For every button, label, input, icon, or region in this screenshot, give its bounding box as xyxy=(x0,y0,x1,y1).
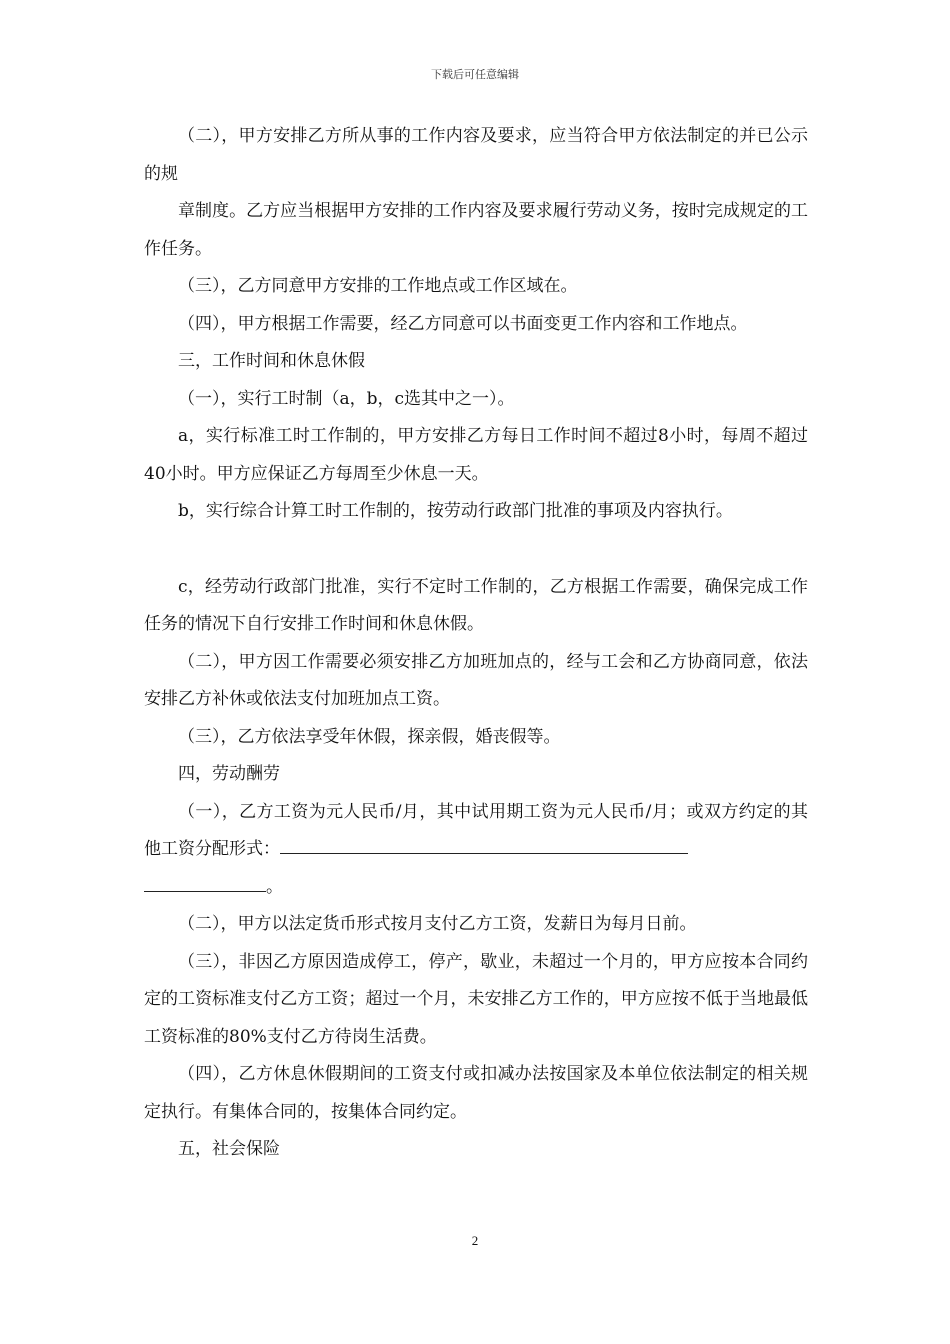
paragraph-rules-obligation: 章制度。乙方应当根据甲方安排的工作内容及要求履行劳动义务，按时完成规定的工作任务。 xyxy=(144,201,808,259)
paragraph-overtime: （二），甲方因工作需要必须安排乙方加班加点的，经与工会和乙方协商同意，依法安排乙方补休或依法支付加班加点工资。 xyxy=(144,651,808,709)
section-heading-work-time: 三，工作时间和休息休假 xyxy=(178,351,365,371)
page-number: 2 xyxy=(471,1233,479,1248)
blank-line xyxy=(280,852,688,854)
paragraph-wage-continuation xyxy=(144,869,808,907)
wage-period: 。 xyxy=(266,876,283,897)
paragraph-leave: （三），乙方依法享受年休假，探亲假，婚丧假等。 xyxy=(178,726,561,747)
paragraph-option-b: b，实行综合计算工时工作制的，按劳动行政部门批准的事项及内容执行。 xyxy=(178,501,733,521)
blank-line xyxy=(144,890,266,892)
paragraph-leave-pay: （四），乙方休息休假期间的工资支付或扣减办法按国家及本单位依法制定的相关规定执行。有集体合同的，按集体合同约定。 xyxy=(144,1064,808,1122)
document-body xyxy=(144,118,808,1169)
paragraph-wage-text: （一），乙方工资为元人民币/月，其中试用期工资为元人民币/月；或双方约定的其他工资分配形式： xyxy=(144,801,808,859)
paragraph-wage xyxy=(144,794,808,869)
paragraph-work-content-requirement: （二），甲方安排乙方所从事的工作内容及要求，应当符合甲方依法制定的并已公示的规 xyxy=(144,126,808,184)
section-heading-remuneration: 四，劳动酬劳 xyxy=(178,764,280,784)
paragraph-option-a: a，实行标准工时工作制的，甲方安排乙方每日工作时间不超过8小时，每周不超过40小时。甲方应保证乙方每周至少休息一天。 xyxy=(144,426,808,484)
paragraph-option-c: c，经劳动行政部门批准，实行不定时工作制的，乙方根据工作需要，确保完成工作任务的情况下自行安排工作时间和休息休假。 xyxy=(144,576,808,634)
paragraph-working-hour-system: （一），实行工时制（a，b，c选其中之一）。 xyxy=(178,388,515,409)
section-heading-social-insurance: 五，社会保险 xyxy=(178,1139,280,1159)
paragraph-work-location: （三），乙方同意甲方安排的工作地点或工作区域在。 xyxy=(178,276,578,296)
paragraph-change-work: （四），甲方根据工作需要，经乙方同意可以书面变更工作内容和工作地点。 xyxy=(178,313,748,334)
paragraph-payday: （二），甲方以法定货币形式按月支付乙方工资，发薪日为每月日前。 xyxy=(178,914,697,934)
paragraph-work-stoppage: （三），非因乙方原因造成停工，停产，歇业，未超过一个月的，甲方应按本合同约定的工资标准支付乙方工资；超过一个月，未安排乙方工作的，甲方应按不低于当地最低工资标准的80%支付乙方待岗生活费。 xyxy=(144,951,808,1047)
page-header: 下载后可任意编辑 xyxy=(431,68,519,81)
